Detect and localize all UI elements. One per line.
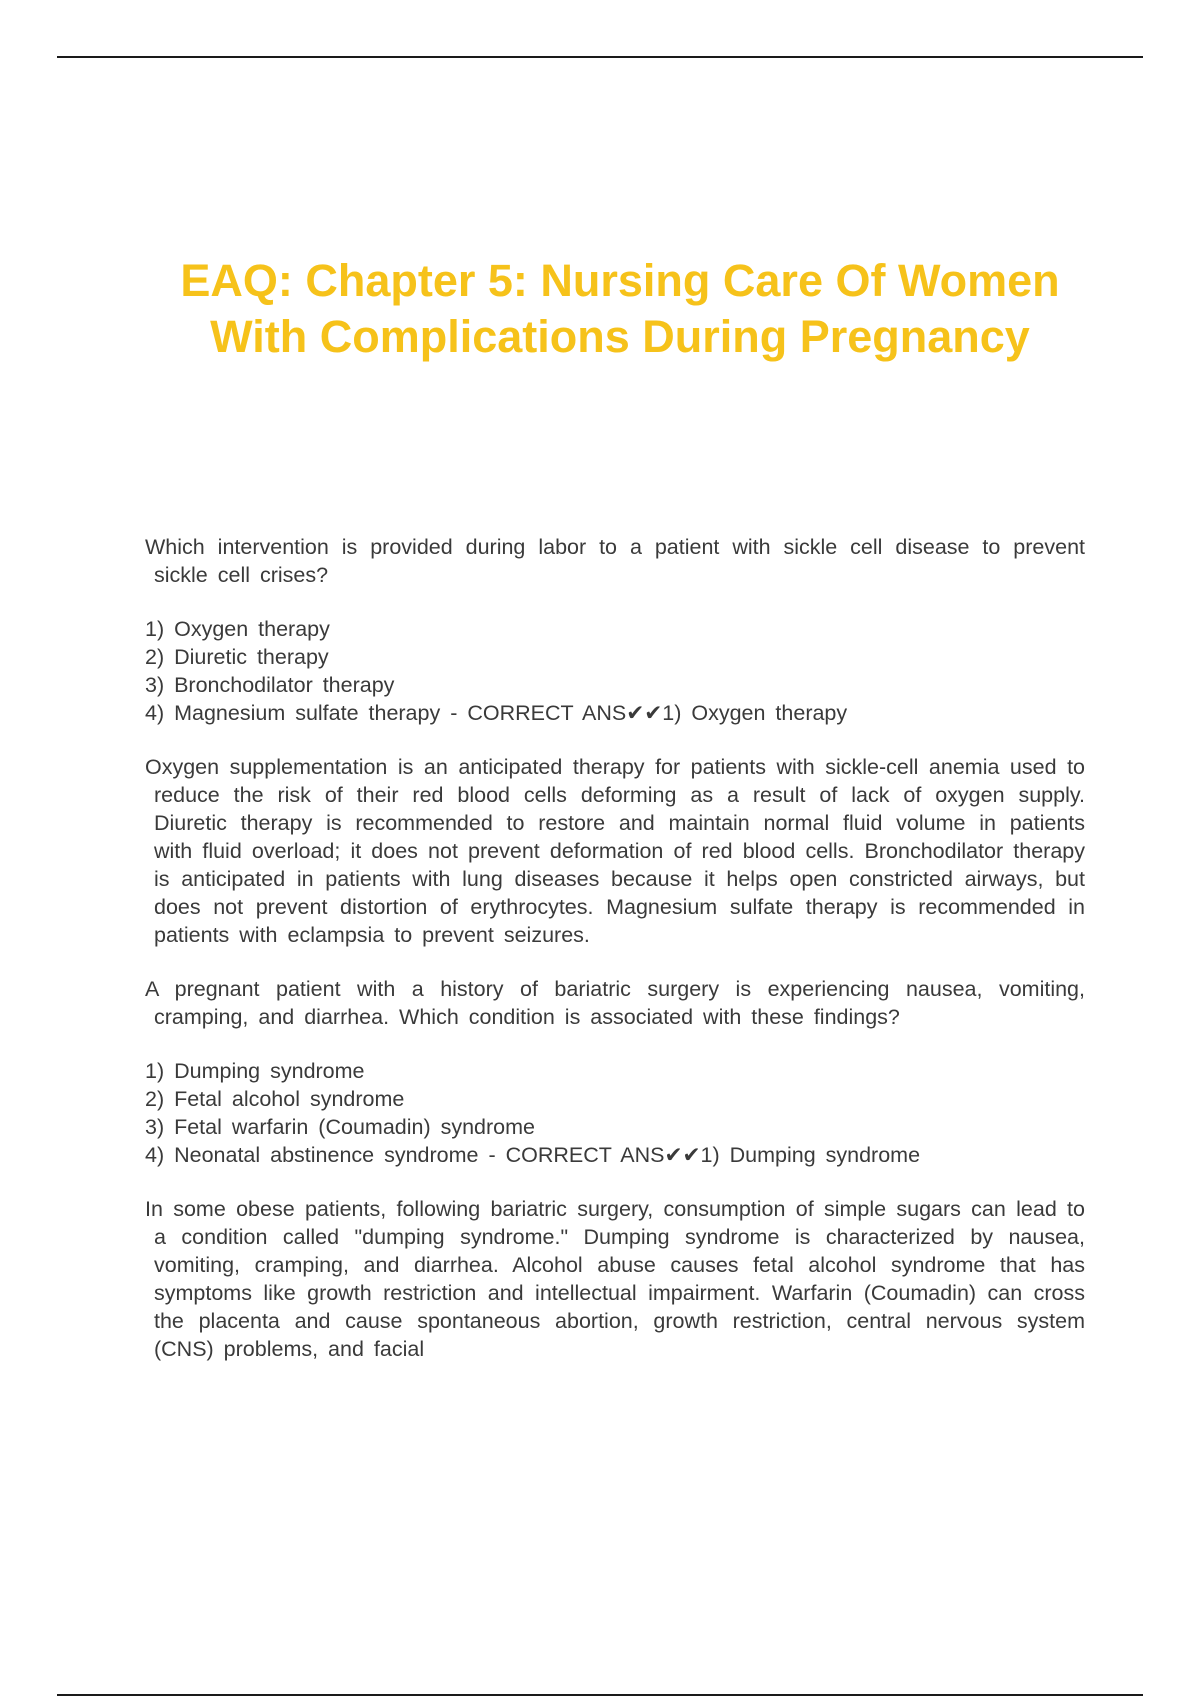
question-2-option-2: 2) Fetal alcohol syndrome (145, 1087, 405, 1111)
question-1-option-3: 3) Bronchodilator therapy (145, 673, 395, 697)
question-2-text: A pregnant patient with a history of bariatric surgery is experiencing nausea, vomiting, cramping, and diarrhea. Which condition is associated with these findings? (145, 977, 1085, 1029)
question-1-option-2: 2) Diuretic therapy (145, 645, 329, 669)
document-title: EAQ: Chapter 5: Nursing Care Of Women With Complications During Pregnancy (180, 255, 1060, 362)
top-rule (57, 56, 1143, 58)
question-1-text: Which intervention is provided during labor to a patient with sickle cell disease to prevent sickle cell crises? (145, 535, 1085, 587)
question-1-option-1: 1) Oxygen therapy (145, 617, 330, 641)
bottom-rule (57, 1694, 1143, 1696)
question-2-option-3: 3) Fetal warfarin (Coumadin) syndrome (145, 1115, 535, 1139)
question-1-options (145, 615, 1085, 727)
question-2-option-4-answer: 4) Neonatal abstinence syndrome - CORRECT ANS✔✔1) Dumping syndrome (145, 1143, 921, 1167)
question-2-rationale: In some obese patients, following bariatric surgery, consumption of simple sugars can lead to a condition called "dumping syndrome." Dumping syndrome is characterized by nausea, vomiting, cramping, and diarrhea. Alcohol abuse causes fetal alcohol syndrome that has symptoms like growth restriction and intellectual impairment. Warfarin (Coumadin) can cross the placenta and cause spontaneous abortion, growth restriction, central nervous system (CNS) problems, and facial (145, 1197, 1085, 1361)
question-2-options (145, 1057, 1085, 1169)
question-1-rationale: Oxygen supplementation is an anticipated therapy for patients with sickle-cell anemia used to reduce the risk of their red blood cells deforming as a result of lack of oxygen supply. Diuretic therapy is recommended to restore and maintain normal fluid volume in patients with fluid overload; it does not prevent deformation of red blood cells. Bronchodilator therapy is anticipated in patients with lung diseases because it helps open constricted airways, but does not prevent distortion of erythrocytes. Magnesium sulfate therapy is recommended in patients with eclampsia to prevent seizures. (145, 755, 1085, 947)
question-1-option-4-answer: 4) Magnesium sulfate therapy - CORRECT ANS✔✔1) Oxygen therapy (145, 701, 848, 725)
question-2-option-1: 1) Dumping syndrome (145, 1059, 365, 1083)
document-body (145, 533, 1085, 1389)
